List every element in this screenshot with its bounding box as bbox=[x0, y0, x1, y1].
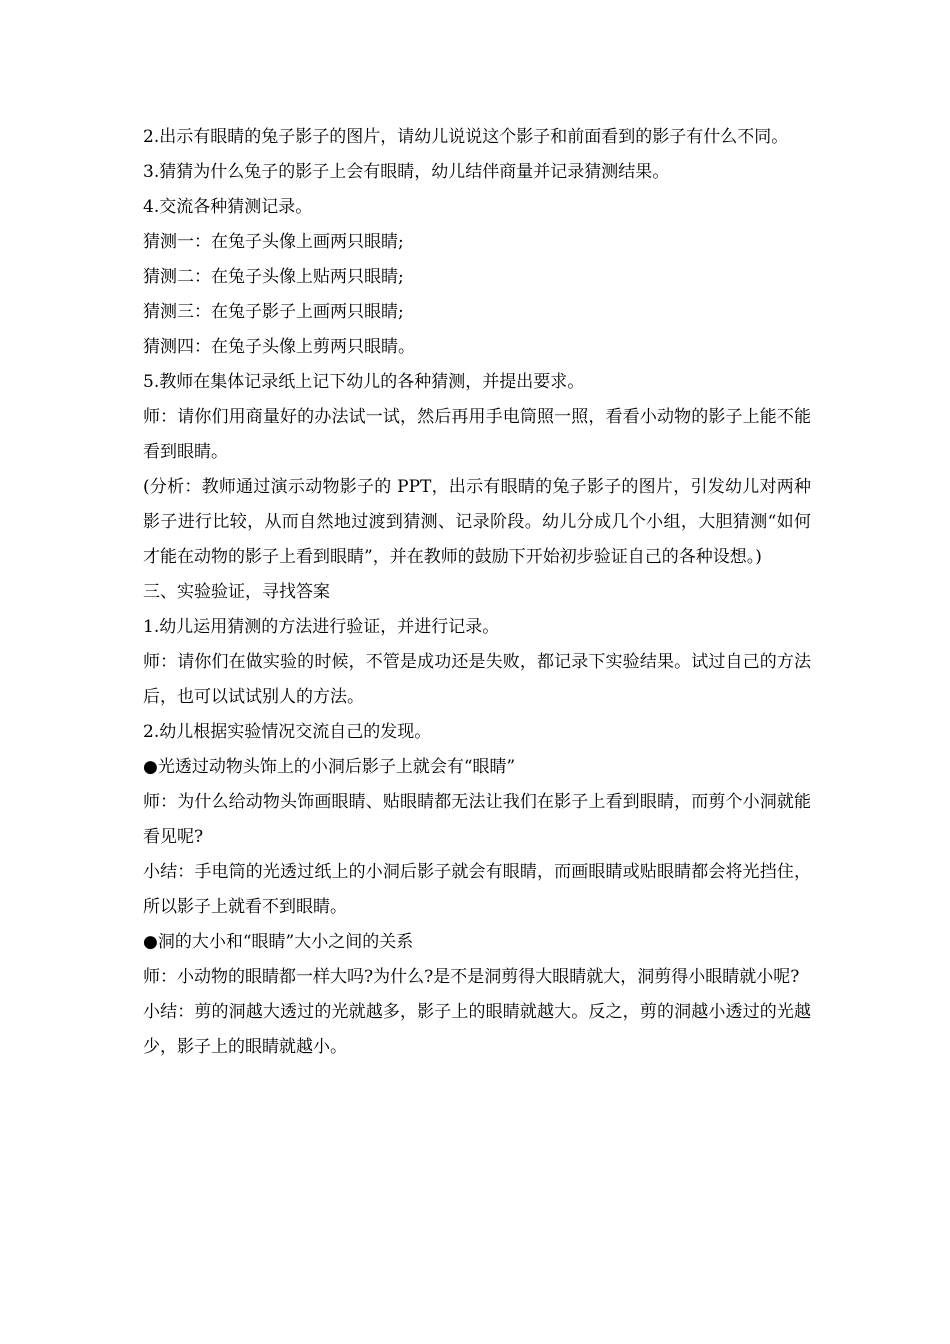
paragraph-step-4: 4.交流各种猜测记录。 bbox=[143, 197, 313, 217]
paragraph-teacher-question-2: 师：小动物的眼睛都一样大吗?为什么?是不是洞剪得大眼睛就大，洞剪得小眼睛就小呢? bbox=[143, 967, 800, 987]
paragraph-analysis: (分析：教师通过演示动物影子的 PPT，出示有眼睛的兔子影子的图片，引发幼儿对两种影子进行比较，从而自然地过渡到猜测、记录阶段。幼儿分成几个小组，大胆猜测“如何才能在动物的影子上看到眼睛”，并在教师的鼓励下开始初步验证自己的各种设想。) bbox=[143, 477, 811, 567]
paragraph-guess-1: 猜测一：在兔子头像上画两只眼睛; bbox=[143, 232, 404, 252]
paragraph-summary-1: 小结：手电筒的光透过纸上的小洞后影子就会有眼睛，而画眼睛或贴眼睛都会将光挡住，所以影子上就看不到眼睛。 bbox=[143, 862, 811, 917]
paragraph-section3-step-1: 1.幼儿运用猜测的方法进行验证，并进行记录。 bbox=[143, 617, 500, 637]
paragraph-guess-2: 猜测二：在兔子头像上贴两只眼睛; bbox=[143, 267, 404, 287]
paragraph-teacher-prompt-1: 师：请你们用商量好的办法试一试，然后再用手电筒照一照，看看小动物的影子上能不能看到眼睛。 bbox=[143, 407, 811, 462]
paragraph-guess-3: 猜测三：在兔子影子上画两只眼睛; bbox=[143, 302, 404, 322]
document-body bbox=[143, 120, 811, 1065]
paragraph-step-3: 3.猜猜为什么兔子的影子上会有眼睛，幼儿结伴商量并记录猜测结果。 bbox=[143, 162, 670, 182]
paragraph-section3-step-2: 2.幼儿根据实验情况交流自己的发现。 bbox=[143, 722, 432, 742]
paragraph-step-2: 2.出示有眼睛的兔子影子的图片，请幼儿说说这个影子和前面看到的影子有什么不同。 bbox=[143, 127, 789, 147]
paragraph-teacher-prompt-2: 师：请你们在做实验的时候，不管是成功还是失败，都记录下实验结果。试过自己的方法后，也可以试试别人的方法。 bbox=[143, 652, 811, 707]
section-heading-3: 三、实验验证，寻找答案 bbox=[143, 582, 330, 602]
paragraph-guess-4: 猜测四：在兔子头像上剪两只眼睛。 bbox=[143, 337, 415, 357]
bullet-hole-size-relation: ●洞的大小和“眼睛”大小之间的关系 bbox=[143, 932, 414, 952]
paragraph-summary-2: 小结：剪的洞越大透过的光就越多，影子上的眼睛就越大。反之，剪的洞越小透过的光越少，影子上的眼睛就越小。 bbox=[143, 1002, 811, 1057]
bullet-light-through-hole: ●光透过动物头饰上的小洞后影子上就会有“眼睛” bbox=[143, 757, 516, 777]
paragraph-teacher-question-1: 师：为什么给动物头饰画眼睛、贴眼睛都无法让我们在影子上看到眼睛，而剪个小洞就能看见呢? bbox=[143, 792, 811, 847]
paragraph-step-5: 5.教师在集体记录纸上记下幼儿的各种猜测，并提出要求。 bbox=[143, 372, 585, 392]
